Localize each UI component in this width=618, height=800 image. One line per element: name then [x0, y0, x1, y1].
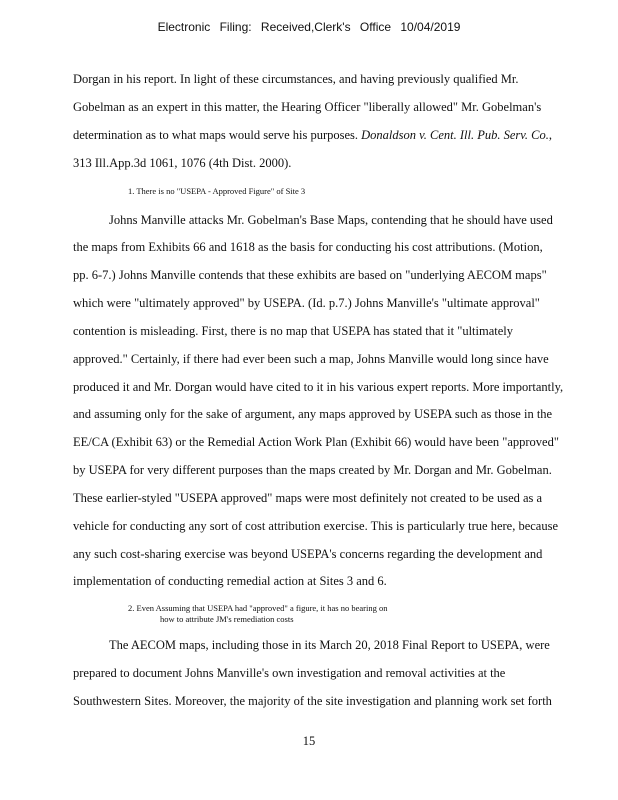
body-line-text: determination as to what maps would serve his purposes.	[73, 128, 359, 142]
body-line: The AECOM maps, including those in its March 20, 2018 Final Report to USEPA, were	[109, 638, 550, 652]
body-line: which were "ultimately approved" by USEPA. (Id. p.7.) Johns Manville's "ultimate approval"	[73, 296, 540, 310]
body-line: Southwestern Sites. Moreover, the majority of the site investigation and planning work set forth	[73, 694, 552, 708]
body-line: approved." Certainly, if there had ever been such a map, Johns Manville would long since have	[73, 352, 549, 366]
case-citation: Donaldson v. Cent. Ill. Pub. Serv. Co.	[361, 128, 549, 142]
body-line: Dorgan in his report. In light of these circumstances, and having previously qualified Mr.	[73, 72, 519, 86]
body-line: produced it and Mr. Dorgan would have cited to it in his various expert reports. More importantly,	[73, 380, 564, 394]
body-line: the maps from Exhibits 66 and 1618 as the basis for conducting his cost attributions. (Motion,	[73, 240, 543, 254]
body-line: EE/CA (Exhibit 63) or the Remedial Action Work Plan (Exhibit 66) would have been "approved"	[73, 435, 559, 449]
body-line: Gobelman as an expert in this matter, the Hearing Officer "liberally allowed" Mr. Gobelman's	[73, 100, 542, 114]
page-number: 15	[302, 734, 316, 748]
body-line: vehicle for conducting any sort of cost attribution exercise. This is particularly true here, because	[73, 519, 559, 533]
body-line: by USEPA for very different purposes than the maps created by Mr. Dorgan and Mr. Gobelman.	[73, 463, 552, 477]
citation-comma: ,	[548, 128, 552, 142]
body-line-citation	[73, 127, 552, 143]
section-heading: 2. Even Assuming that USEPA had "approved" a figure, it has no bearing on	[128, 603, 388, 613]
body-line: These earlier-styled "USEPA approved" maps were most definitely not created to be used as a	[73, 491, 543, 505]
filing-header: Electronic Filing: Received,Clerk's Office 10/04/2019	[157, 20, 461, 34]
body-line: implementation of conducting remedial action at Sites 3 and 6.	[73, 574, 387, 588]
body-line: pp. 6-7.) Johns Manville contends that these exhibits are based on "underlying AECOM maps"	[73, 268, 547, 282]
section-heading-cont: how to attribute JM's remediation costs	[160, 614, 294, 624]
section-heading: 1. There is no "USEPA - Approved Figure" of Site 3	[128, 186, 306, 196]
body-line: any such cost-sharing exercise was beyond USEPA's concerns regarding the development and	[73, 547, 543, 561]
body-line: and assuming only for the sake of argument, any maps approved by USEPA such as those in the	[73, 407, 553, 421]
body-line: 313 Ill.App.3d 1061, 1076 (4th Dist. 2000).	[73, 156, 292, 170]
body-line: contention is misleading. First, there is no map that USEPA has stated that it "ultimately	[73, 324, 514, 338]
body-line: Johns Manville attacks Mr. Gobelman's Base Maps, contending that he should have used	[109, 213, 553, 227]
body-line: prepared to document Johns Manville's own investigation and removal activities at the	[73, 666, 506, 680]
